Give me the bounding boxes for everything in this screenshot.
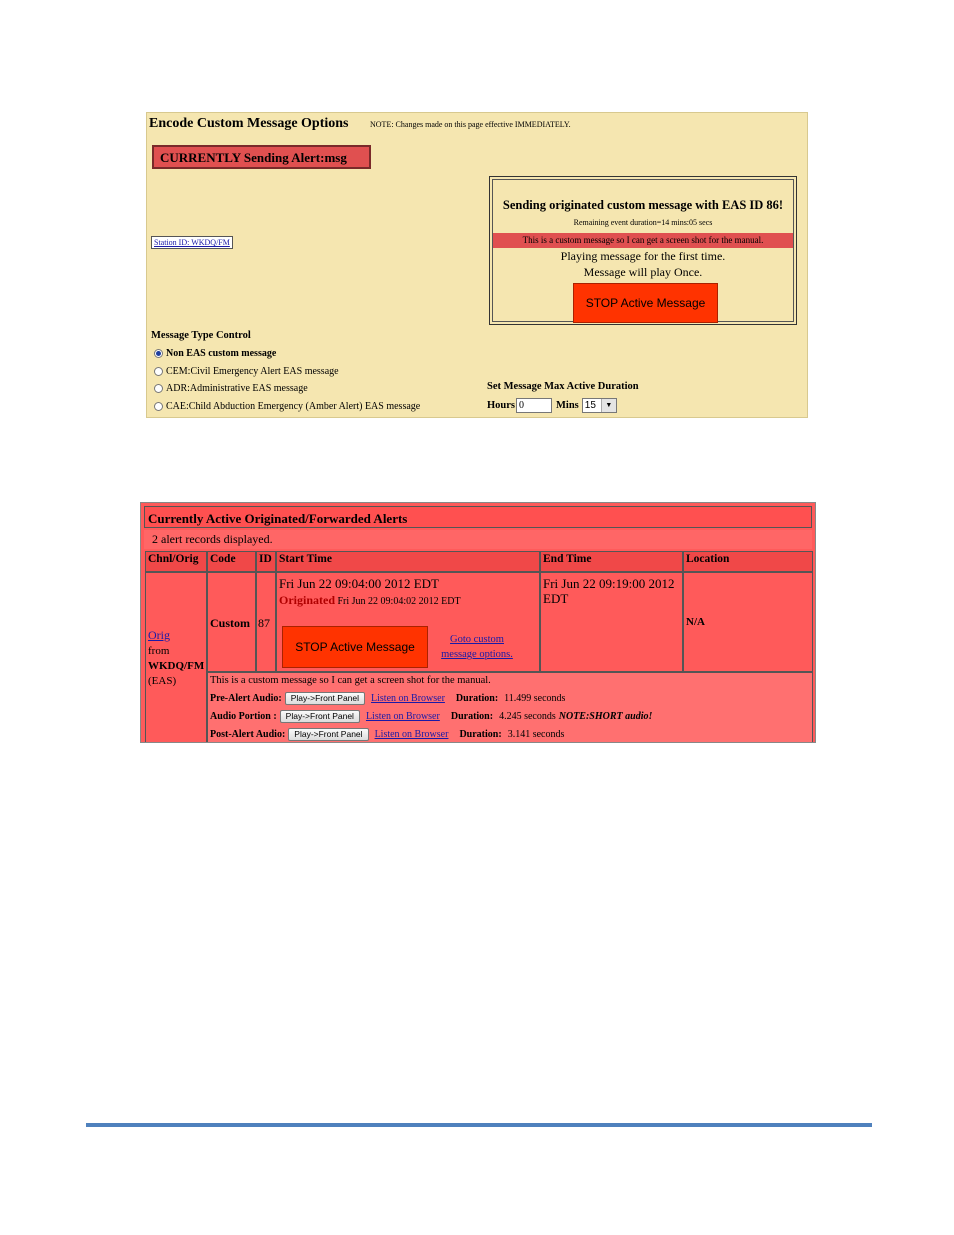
audio-portion-row xyxy=(210,710,652,723)
code-cell xyxy=(207,572,256,672)
hours-label: Hours xyxy=(487,400,516,411)
audio-label: Pre-Alert Audio: xyxy=(210,693,282,704)
header-end-time: End Time xyxy=(540,551,683,572)
page-title: Encode Custom Message Options xyxy=(149,116,349,131)
station-id-link[interactable]: Station ID: WKDQ/FM xyxy=(151,236,233,249)
header-code: Code xyxy=(207,551,256,572)
listen-on-browser-link[interactable]: Listen on Browser xyxy=(374,729,449,740)
active-message-inner xyxy=(492,179,794,322)
max-duration-label: Set Message Max Active Duration xyxy=(487,381,639,392)
radio-non-eas[interactable] xyxy=(154,348,276,359)
stop-active-message-button-2[interactable]: STOP Active Message xyxy=(282,626,428,668)
hours-input[interactable]: 0 xyxy=(516,398,552,413)
end-time-line1: Fri Jun 22 09:19:00 2012 xyxy=(543,576,675,591)
encode-custom-message-panel xyxy=(146,112,808,418)
duration-value: 3.141 seconds xyxy=(507,729,565,740)
radio-icon[interactable] xyxy=(154,367,163,376)
duration-value: 11.499 seconds xyxy=(504,693,566,704)
active-message-box xyxy=(489,176,797,325)
mins-label: Mins xyxy=(556,400,579,411)
play-status-line-2: Message will play Once. xyxy=(583,265,703,279)
alerts-title: Currently Active Originated/Forwarded Alerts xyxy=(144,506,812,528)
alert-count: 2 alert records displayed. xyxy=(144,530,812,549)
chnl-orig-cell xyxy=(145,572,207,743)
audio-label: Audio Portion : xyxy=(210,711,277,722)
stop-active-message-button[interactable]: STOP Active Message xyxy=(573,283,718,323)
header-start-time: Start Time xyxy=(276,551,540,572)
originated-line xyxy=(279,593,461,608)
post-alert-audio-row xyxy=(210,728,564,741)
duration-value: 4.245 seconds xyxy=(499,711,556,722)
mins-value: 15 xyxy=(584,400,596,411)
station-name: WKDQ/FM xyxy=(148,660,205,672)
radio-checked-icon[interactable] xyxy=(154,349,163,358)
orig-link[interactable]: Orig xyxy=(148,628,170,642)
mins-select[interactable] xyxy=(582,398,617,413)
audio-label: Post-Alert Audio: xyxy=(210,729,286,740)
listen-on-browser-link[interactable]: Listen on Browser xyxy=(365,711,440,722)
short-audio-note: NOTE:SHORT audio! xyxy=(558,711,653,722)
location-cell xyxy=(683,572,813,672)
radio-label: CAE:Child Abduction Emergency (Amber Alert) EAS message xyxy=(166,401,421,412)
goto-link-line2[interactable]: message options. xyxy=(441,649,513,660)
duration-label: Duration: xyxy=(459,729,502,740)
duration-controls xyxy=(487,398,617,413)
active-message-heading: Sending originated custom message with EAS ID 86! xyxy=(502,198,784,212)
header-chnl-orig: Chnl/Orig xyxy=(145,551,207,572)
radio-cem[interactable] xyxy=(154,366,339,377)
radio-label: Non EAS custom message xyxy=(166,348,277,359)
duration-label: Duration: xyxy=(455,693,499,704)
effective-note: NOTE: Changes made on this page effective IMMEDIATELY. xyxy=(370,120,571,129)
eas-text: (EAS) xyxy=(148,675,177,687)
duration-label: Duration: xyxy=(450,711,494,722)
play-front-panel-button[interactable]: Play->Front Panel xyxy=(288,728,368,741)
originated-label: Originated xyxy=(279,593,335,607)
play-front-panel-button[interactable]: Play->Front Panel xyxy=(280,710,360,723)
header-id: ID xyxy=(256,551,276,572)
end-time-line2: EDT xyxy=(543,591,569,606)
pre-alert-audio-row xyxy=(210,692,565,705)
originated-time: Fri Jun 22 09:04:02 2012 EDT xyxy=(337,596,461,607)
id-value: 87 xyxy=(258,616,270,630)
goto-options-link[interactable] xyxy=(431,632,523,662)
id-cell xyxy=(256,572,276,672)
alert-message-text: This is a custom message so I can get a screen shot for the manual. xyxy=(210,675,491,686)
currently-sending-banner: CURRENTLY Sending Alert:msg xyxy=(152,145,371,169)
radio-icon[interactable] xyxy=(154,384,163,393)
location-value: N/A xyxy=(686,616,705,628)
start-time-value: Fri Jun 22 09:04:00 2012 EDT xyxy=(279,576,439,591)
footer-divider xyxy=(86,1123,872,1127)
radio-label: CEM:Civil Emergency Alert EAS message xyxy=(166,366,339,377)
chevron-down-icon[interactable]: ▼ xyxy=(601,399,616,412)
play-status-line-1: Playing message for the first time. xyxy=(560,249,726,263)
active-alerts-panel xyxy=(140,502,816,743)
remaining-duration: Remaining event duration=14 mins:05 secs xyxy=(573,218,713,227)
header-location: Location xyxy=(683,551,813,572)
radio-cae[interactable] xyxy=(154,401,420,412)
radio-adr[interactable] xyxy=(154,383,308,394)
end-time-cell xyxy=(540,572,683,672)
message-type-control-label: Message Type Control xyxy=(151,330,251,341)
radio-icon[interactable] xyxy=(154,402,163,411)
goto-link-line1[interactable]: Goto custom xyxy=(450,634,504,645)
play-front-panel-button[interactable]: Play->Front Panel xyxy=(285,692,365,705)
from-text: from xyxy=(148,645,170,657)
code-value: Custom xyxy=(210,616,251,630)
listen-on-browser-link[interactable]: Listen on Browser xyxy=(371,693,445,704)
radio-label: ADR:Administrative EAS message xyxy=(166,383,308,394)
active-message-text: This is a custom message so I can get a screen shot for the manual. xyxy=(493,233,793,248)
